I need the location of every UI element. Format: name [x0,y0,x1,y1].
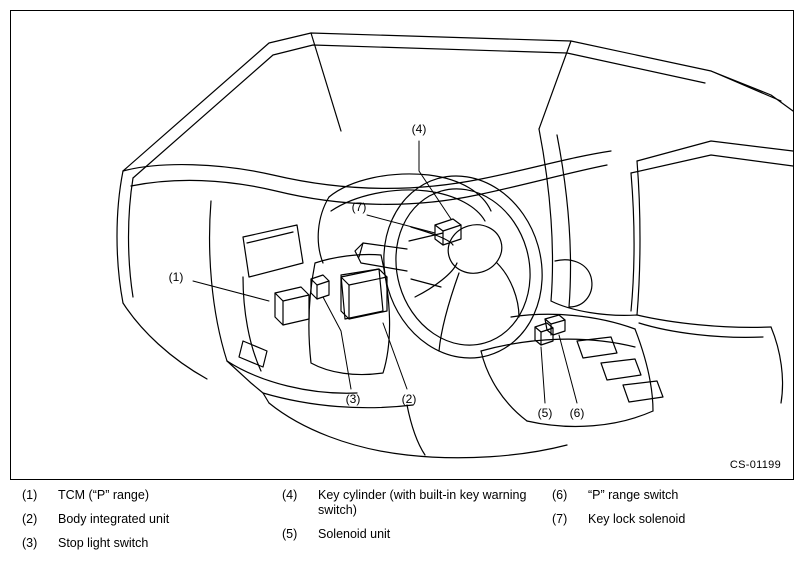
legend-label: “P” range switch [588,488,679,502]
legend-number: (7) [552,512,568,526]
legend-item [22,536,277,551]
legend-item [22,512,277,527]
legend-item [282,488,547,518]
callout-2: (2) [401,392,417,406]
callout-3: (3) [345,392,361,406]
legend [10,488,794,574]
figure-frame [10,10,794,480]
legend-item [552,488,792,503]
callout-7: (7) [351,200,367,214]
legend-item [22,488,277,503]
legend-label: Body integrated unit [58,512,170,526]
legend-number: (4) [282,488,298,502]
callout-6: (6) [569,406,585,420]
legend-number: (1) [22,488,38,502]
legend-column-1 [22,488,277,560]
legend-item [282,527,547,542]
legend-number: (3) [22,536,38,550]
legend-label: Key cylinder (with built-in key warning switch) [318,488,527,517]
legend-label: Stop light switch [58,536,149,550]
callout-1: (1) [168,270,184,284]
callout-4: (4) [411,122,427,136]
legend-number: (5) [282,527,298,541]
legend-column-2 [282,488,547,551]
legend-column-3 [552,488,792,536]
legend-label: TCM (“P” range) [58,488,149,502]
legend-label: Solenoid unit [318,527,391,541]
legend-label: Key lock solenoid [588,512,686,526]
callout-5: (5) [537,406,553,420]
dashboard-illustration [11,11,793,479]
legend-item [552,512,792,527]
legend-number: (2) [22,512,38,526]
legend-number: (6) [552,488,568,502]
figure-code: CS-01199 [729,459,781,471]
